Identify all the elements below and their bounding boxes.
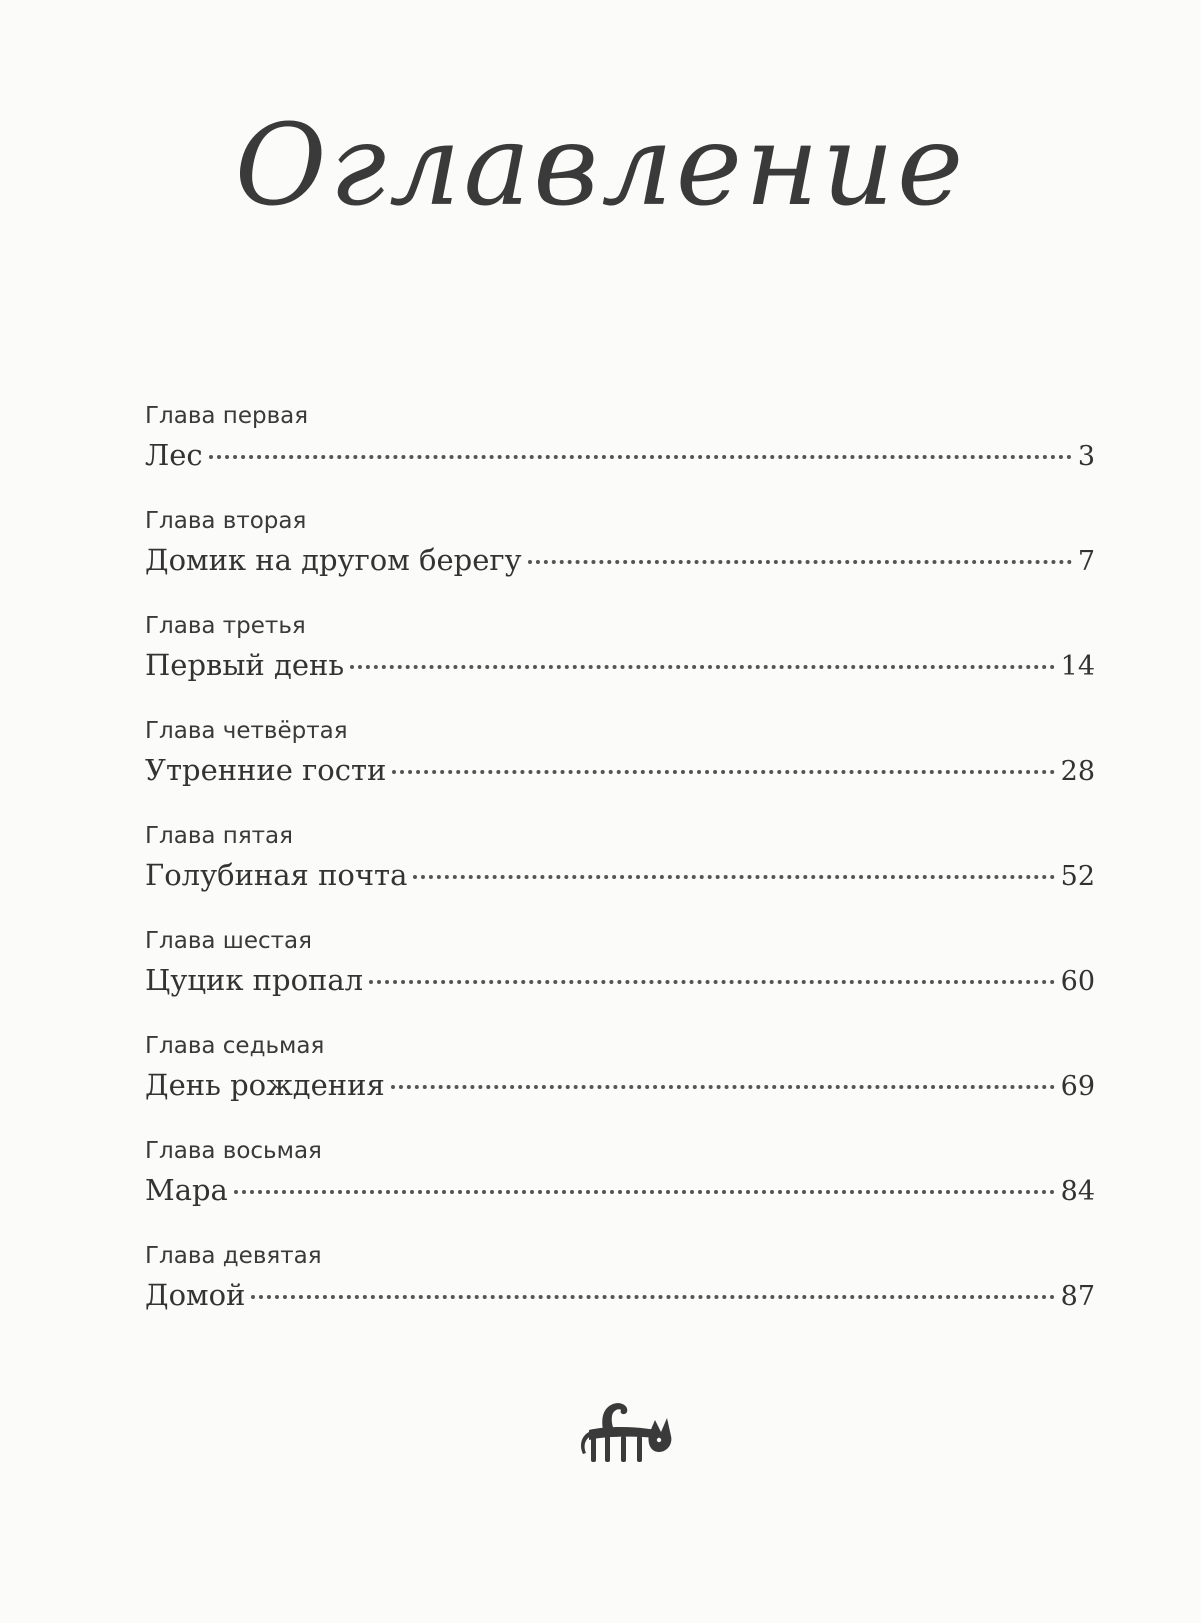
chapter-line bbox=[145, 747, 1095, 793]
toc-entry[interactable] bbox=[145, 820, 1095, 925]
dot-leader bbox=[369, 980, 1055, 984]
page-number: 87 bbox=[1060, 1281, 1095, 1312]
dot-leader bbox=[350, 665, 1055, 669]
chapter-label: Глава восьмая bbox=[145, 1138, 322, 1164]
dot-leader bbox=[392, 770, 1054, 774]
dot-leader bbox=[528, 560, 1072, 564]
page-title: Оглавление bbox=[234, 101, 967, 231]
chapter-label: Глава третья bbox=[145, 613, 306, 639]
table-of-contents bbox=[145, 400, 1095, 1345]
chapter-label: Глава вторая bbox=[145, 508, 307, 534]
chapter-title: Домик на другом берегу bbox=[145, 543, 522, 577]
chapter-title: Голубиная почта bbox=[145, 858, 408, 892]
dot-leader bbox=[251, 1295, 1054, 1299]
chapter-title: Цуцик пропал bbox=[145, 963, 364, 997]
chapter-line bbox=[145, 957, 1095, 1003]
chapter-title: Лес bbox=[145, 438, 203, 472]
page-number: 69 bbox=[1060, 1071, 1095, 1102]
dot-leader bbox=[234, 1190, 1055, 1194]
toc-entry[interactable] bbox=[145, 715, 1095, 820]
chapter-label: Глава девятая bbox=[145, 1243, 322, 1269]
chapter-line bbox=[145, 432, 1095, 478]
publisher-dog-logo-icon bbox=[575, 1390, 685, 1470]
toc-entry[interactable] bbox=[145, 505, 1095, 610]
toc-entry[interactable] bbox=[145, 400, 1095, 505]
chapter-title: Первый день bbox=[145, 648, 345, 682]
chapter-line bbox=[145, 642, 1095, 688]
chapter-label: Глава шестая bbox=[145, 928, 312, 954]
dot-leader bbox=[391, 1085, 1055, 1089]
chapter-line bbox=[145, 1062, 1095, 1108]
toc-entry[interactable] bbox=[145, 1135, 1095, 1240]
page-number: 3 bbox=[1077, 441, 1095, 472]
toc-entry[interactable] bbox=[145, 610, 1095, 715]
dot-leader bbox=[209, 455, 1072, 459]
page-number: 52 bbox=[1060, 861, 1095, 892]
chapter-label: Глава пятая bbox=[145, 823, 293, 849]
chapter-line bbox=[145, 1167, 1095, 1213]
chapter-title: Домой bbox=[145, 1278, 246, 1312]
chapter-label: Глава первая bbox=[145, 403, 309, 429]
dot-leader bbox=[413, 875, 1054, 879]
chapter-label: Глава седьмая bbox=[145, 1033, 325, 1059]
page-number: 84 bbox=[1060, 1176, 1095, 1207]
chapter-line bbox=[145, 537, 1095, 583]
chapter-title: Утренние гости bbox=[145, 753, 387, 787]
chapter-label: Глава четвёртая bbox=[145, 718, 348, 744]
page-number: 28 bbox=[1060, 756, 1095, 787]
chapter-title: Мара bbox=[145, 1173, 228, 1207]
chapter-line bbox=[145, 1272, 1095, 1318]
toc-entry[interactable] bbox=[145, 925, 1095, 1030]
chapter-line bbox=[145, 852, 1095, 898]
page-number: 60 bbox=[1060, 966, 1095, 997]
page-number: 7 bbox=[1077, 546, 1095, 577]
chapter-title: День рождения bbox=[145, 1068, 385, 1102]
toc-entry[interactable] bbox=[145, 1240, 1095, 1345]
toc-entry[interactable] bbox=[145, 1030, 1095, 1135]
page-number: 14 bbox=[1060, 651, 1095, 682]
